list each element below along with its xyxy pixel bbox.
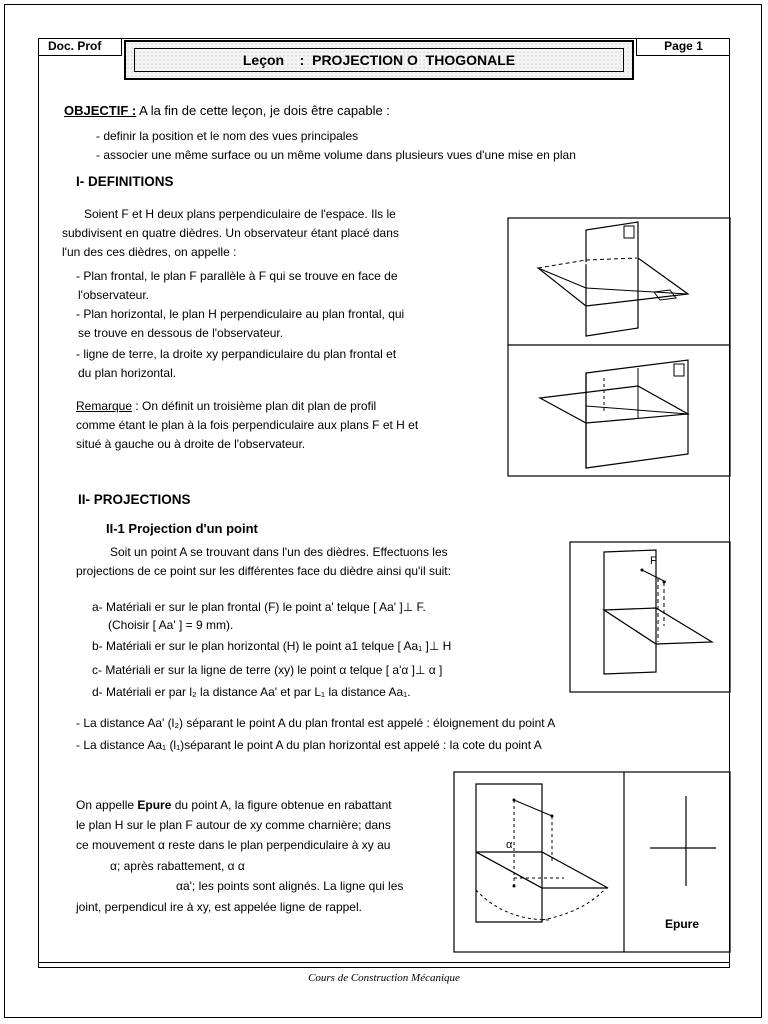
definition-item: - Plan horizontal, le plan H perpendiculaire au plan frontal, qui [76,307,405,321]
plane-F-label: F [650,555,657,567]
definition-item: se trouve en dessous de l'observateur. [78,326,284,340]
objective-line [64,101,390,120]
definitions-paragraph-line: l'un des ces dièdres, on appelle : [62,245,237,259]
definitions-paragraph-line: Soient F et H deux plans perpendiculaire de l'espace. Ils le [84,207,396,221]
definition-item: - Plan frontal, le plan F parallèle à F qui se trouve en face de [76,269,398,283]
lesson-title: Leçon : PROJECTION O THOGONALE [242,52,516,68]
projection-step: (Choisir [ Aa' ] = 9 mm). [108,618,234,632]
epure-text-line: αa'; les points sont alignés. La ligne qui les [176,879,404,893]
epure-caption: Epure [664,917,700,931]
epure-figure [454,772,730,952]
footer: Cours de Construction Mécanique [308,972,460,984]
definition-item: l'observateur. [78,288,149,302]
projection-step: c- Matériali er sur la ligne de terre (xy) le point α telque [ a'α ]⊥ α ] [92,663,443,677]
definitions-paragraph-line: subdivisent en quatre dièdres. Un observateur étant placé dans [62,226,399,240]
definition-item: - ligne de terre, la droite xy perpandiculaire du plan frontal et [76,347,397,361]
projections-paragraph-line: Soit un point A se trouvant dans l'un des dièdres. Effectuons les [110,545,448,559]
epure-text-line [76,796,392,815]
remark-text: : On définit un troisième plan dit plan de profil [132,399,377,413]
projections-paragraph-line: projections de ce point sur les différentes face du dièdre ainsi qu'il suit: [76,564,451,578]
projection-step: b- Matériali er sur le plan horizontal (H) le point a1 telque [ Aa₁ ]⊥ H [92,639,452,653]
distance-definition: - La distance Aa' (l₂) séparant le point A du plan frontal est appelé : éloignement du point A [76,716,556,730]
epure-text-line: α; après rabattement, α α [110,859,245,873]
epure-text-post: du point A, la figure obtenue en rabattant [171,798,392,812]
objective-item: - definir la position et le nom des vues principales [96,129,359,143]
remark-line: situé à gauche ou à droite de l'observateur. [76,437,306,451]
bottom-rule [38,962,730,963]
projection-step: d- Matériali er par l₂ la distance Aa' et par L₁ la distance Aa₁. [92,685,411,699]
definitions-heading: I- DEFINITIONS [76,174,174,189]
remark-line: comme étant le plan à la fois perpendiculaire aux plans F et H et [76,418,419,432]
epure-term: Epure [137,798,172,812]
epure-text-line: ce mouvement α reste dans le plan perpendiculaire à xy au [76,838,391,852]
projection-point-heading: II-1 Projection d'un point [106,521,258,536]
point-projection-figure [570,542,730,692]
projections-heading: II- PROJECTIONS [78,492,191,507]
objective-intro: A la fin de cette leçon, je dois être capable : [139,103,390,118]
remark-line [76,397,376,416]
projection-step: a- Matériali er sur le plan frontal (F) le point a' telque [ Aa' ]⊥ F. [92,600,426,614]
objective-label: OBJECTIF : [64,103,137,118]
remark-label: Remarque [76,399,133,413]
epure-alpha-label: α [506,839,513,851]
objective-item: - associer une même surface ou un même volume dans plusieurs vues d'une mise en plan [96,148,576,162]
definition-item: du plan horizontal. [78,366,177,380]
epure-text-line: joint, perpendicul ire à xy, est appelée ligne de rappel. [76,900,362,914]
page-label: Page 1 [636,38,730,56]
dihedral-figure [508,218,730,476]
distance-definition: - La distance Aa₁ (l₁)séparant le point A du plan horizontal est appelé : la cote du point A [76,738,542,752]
epure-text-pre: On appelle [76,798,138,812]
doc-label: Doc. Prof [38,38,122,56]
epure-text-line: le plan H sur le plan F autour de xy comme charnière; dans [76,818,391,832]
lesson-title-box [124,40,634,80]
